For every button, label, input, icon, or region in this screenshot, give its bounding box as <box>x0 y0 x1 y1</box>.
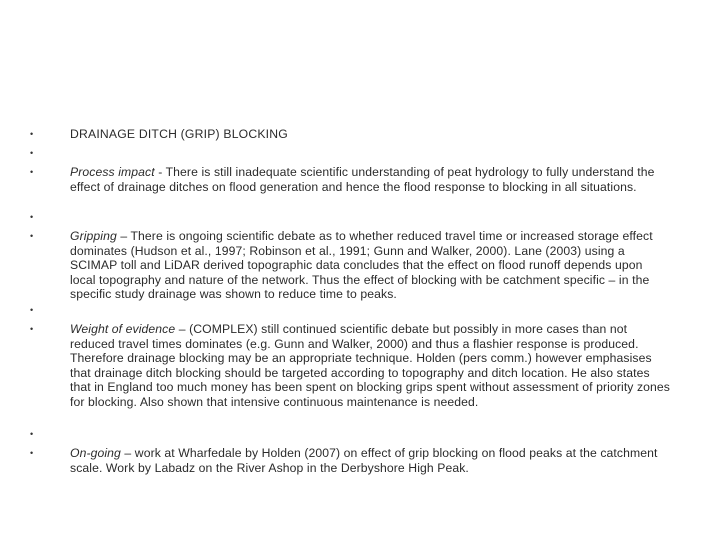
gripping-body: – There is ongoing scientific debate as to whether reduced travel time or increased storage effect dominates (Hudson et al., 1997; Robinson et al., 1991; Gunn and Walker, 2000). Lane (2003) using a SCIMAP toll and LiDAR derived topographic data concludes that the effect on flood runoff depends upon local topography and nature of the network. Thus the effect of blocking with be catchment specific – in the specific study drainage was shown to reduce time to peaks. <box>70 229 653 302</box>
slide-heading: DRAINAGE DITCH (GRIP) BLOCKING <box>70 127 288 141</box>
bullet-dot: • <box>30 212 34 222</box>
process-impact-paragraph <box>70 165 670 194</box>
gripping-paragraph <box>70 229 670 302</box>
on-going-body: – work at Wharfedale by Holden (2007) on effect of grip blocking on flood peaks at the catchment scale. Work by Labadz on the River Ashop in the Derbyshore High Peak. <box>70 446 658 475</box>
bullet-dot: • <box>30 129 34 139</box>
weight-of-evidence-lead: Weight of evidence <box>70 322 176 336</box>
bullet-dot: • <box>30 231 34 241</box>
bullet-dot: • <box>30 429 34 439</box>
bullet-dot: • <box>30 324 34 334</box>
weight-of-evidence-body: – (COMPLEX) still continued scientific debate but possibly in more cases than not reduced travel times dominates (e.g. Gunn and Walker, 2000) and thus a flashier response is produced. Therefore drainage blocking may be an appropriate technique. Holden (pers comm.) however emphasises that drainage ditch blocking should be targeted according to topography and ditch location. He also states that in England too much money has been spent on blocking grips spent without assessment of priority zones for blocking. Also shown that intensive continuous maintenance is needed. <box>70 322 671 409</box>
on-going-lead: On-going <box>70 446 121 460</box>
gripping-lead: Gripping <box>70 229 117 243</box>
process-impact-body: - There is still inadequate scientific understanding of peat hydrology to fully understand the effect of drainage ditches on flood generation and hence the flood response to blocking in all situations. <box>70 165 655 194</box>
weight-of-evidence-paragraph <box>70 322 670 410</box>
bullet-dot: • <box>30 167 34 177</box>
bullet-dot: • <box>30 448 34 458</box>
bullet-dot: • <box>30 305 34 315</box>
on-going-paragraph <box>70 446 670 475</box>
process-impact-lead: Process impact <box>70 165 155 179</box>
bullet-dot: • <box>30 148 34 158</box>
